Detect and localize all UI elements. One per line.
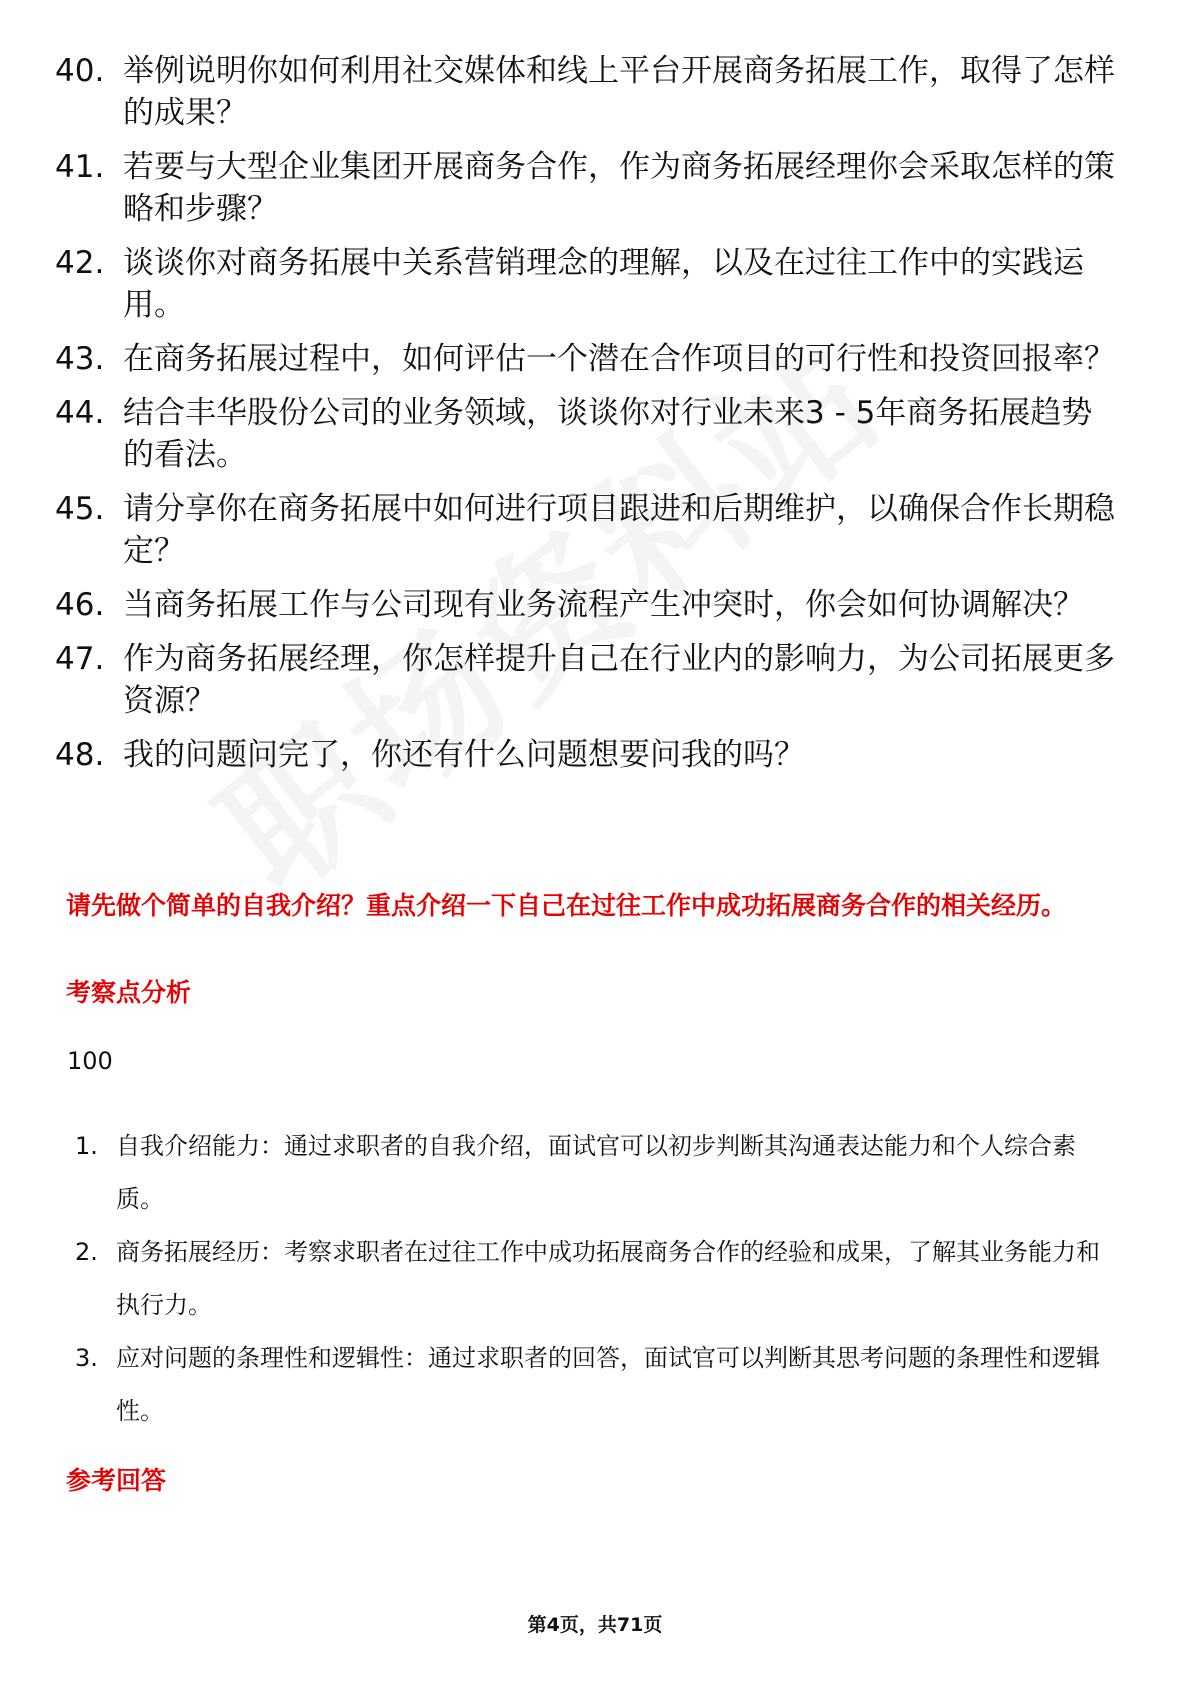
question-item [55,146,1115,230]
question-text: 谈谈你对商务拓展中关系营销理念的理解，以及在过往工作中的实践运用。 [123,245,1084,323]
question-item [55,242,1115,326]
point-text: 商务拓展经历：考察求职者在过往工作中成功拓展商务合作的经验和成果，了解其业务能力和执行力。 [116,1238,1100,1319]
analysis-heading: 考察点分析 [66,978,192,1007]
question-number: 48. [55,737,105,773]
question-number: 44. [55,395,105,431]
point-text: 自我介绍能力：通过求职者的自我介绍，面试官可以初步判断其沟通表达能力和个人综合素质。 [116,1132,1076,1213]
question-list [55,50,1115,788]
question-item [55,392,1115,476]
question-text: 请分享你在商务拓展中如何进行项目跟进和后期维护，以确保合作长期稳定？ [123,491,1115,569]
analysis-point [75,1332,1115,1438]
question-text: 在商务拓展过程中，如何评估一个潜在合作项目的可行性和投资回报率？ [123,341,1115,377]
question-number: 43. [55,341,105,377]
question-number: 40. [55,53,105,89]
question-number: 46. [55,587,105,623]
question-number: 45. [55,491,105,527]
question-number: 47. [55,641,105,677]
point-number: 2. [75,1238,98,1266]
question-item [55,638,1115,722]
question-item [55,734,1115,776]
main-question-heading: 请先做个简单的自我介绍？重点介绍一下自己在过往工作中成功拓展商务合作的相关经历。 [66,891,1067,920]
analysis-point [75,1226,1115,1332]
reference-answer-heading: 参考回答 [66,1466,167,1495]
score-value: 100 [67,1047,113,1075]
page-footer: 第4页，共71页 [527,1614,663,1636]
question-item [55,338,1115,380]
question-number: 42. [55,245,105,281]
question-item [55,50,1115,134]
question-text: 作为商务拓展经理，你怎样提升自己在行业内的影响力，为公司拓展更多资源？ [123,641,1115,719]
question-text: 结合丰华股份公司的业务领域，谈谈你对行业未来3 - 5年商务拓展趋势的看法。 [123,395,1093,473]
question-text: 当商务拓展工作与公司现有业务流程产生冲突时，你会如何协调解决？ [123,587,1084,623]
point-number: 3. [75,1344,98,1372]
question-text: 我的问题问完了，你还有什么问题想要问我的吗？ [123,737,805,773]
analysis-point [75,1120,1115,1226]
point-text: 应对问题的条理性和逻辑性：通过求职者的回答，面试官可以判断其思考问题的条理性和逻辑性。 [116,1344,1100,1425]
question-text: 举例说明你如何利用社交媒体和线上平台开展商务拓展工作，取得了怎样的成果？ [123,53,1115,131]
question-item [55,488,1115,572]
question-text: 若要与大型企业集团开展商务合作，作为商务拓展经理你会采取怎样的策略和步骤？ [123,149,1115,227]
analysis-points-list [75,1120,1115,1438]
point-number: 1. [75,1132,98,1160]
question-number: 41. [55,149,105,185]
question-item [55,584,1115,626]
